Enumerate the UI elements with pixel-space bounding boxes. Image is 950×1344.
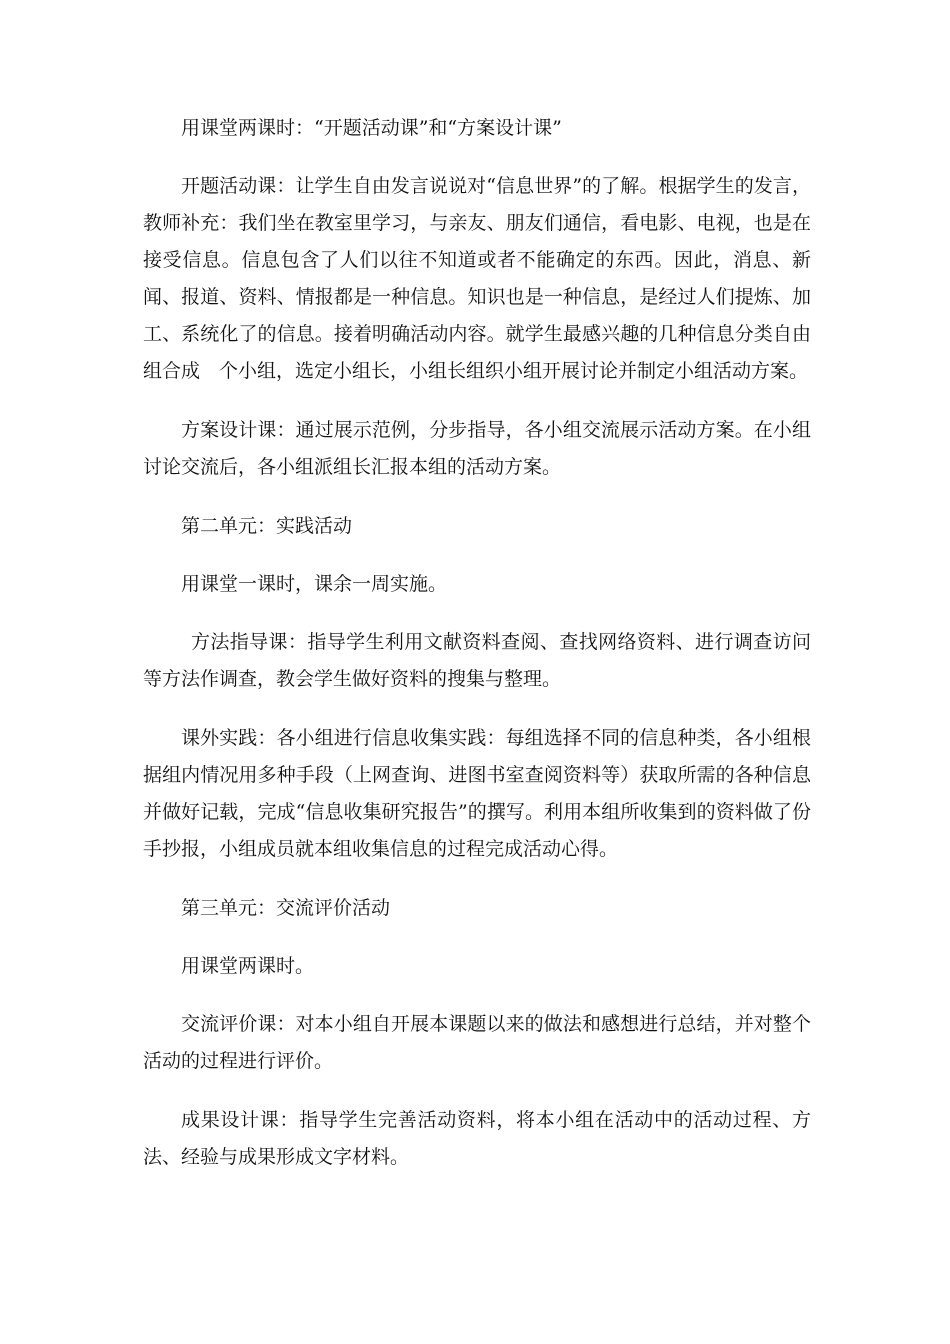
document-body [143,110,811,1198]
paragraph-results-design: 成果设计课：指导学生完善活动资料，将本小组在活动中的活动过程、方法、经验与成果形成文字材料。 [143,1109,811,1168]
paragraph-intro-hours: 用课堂两课时：“开题活动课”和“方案设计课” [181,117,562,139]
paragraph-method-guidance: 方法指导课：指导学生利用文献资料查阅、查找网络资料、进行调查访问等方法作调查，教会学生做好资料的搜集与整理。 [143,631,811,690]
section-heading-unit-2: 第二单元：实践活动 [181,515,353,537]
paragraph-unit-2-hours: 用课堂一课时，课余一周实施。 [181,573,448,595]
paragraph-outdoor-practice: 课外实践：各小组进行信息收集实践：每组选择不同的信息种类，各小组根据组内情况用多种手段（上网查询、进图书室查阅资料等）获取所需的各种信息并做好记载，完成“信息收集研究报告”的撰写。利用本组所收集到的资料做了份手抄报，小组成员就本组收集信息的过程完成活动心得。 [143,727,811,860]
section-heading-unit-3: 第三单元：交流评价活动 [181,897,391,919]
paragraph-opening-activity: 开题活动课：让学生自由发言说说对“信息世界”的了解。根据学生的发言，教师补充：我们坐在教室里学习，与亲友、朋友们通信，看电影、电视，也是在接受信息。信息包含了人们以往不知道或者不能确定的东西。因此，消息、新闻、报道、资料、情报都是一种信息。知识也是一种信息，是经过人们提炼、加工、系统化了的信息。接着明确活动内容。就学生最感兴趣的几种信息分类自由组合成 个小组，选定小组长，小组长组织小组开展讨论并制定小组活动方案。 [143,175,811,382]
paragraph-plan-design: 方案设计课：通过展示范例，分步指导，各小组交流展示活动方案。在小组讨论交流后，各小组派组长汇报本组的活动方案。 [143,419,811,478]
paragraph-unit-3-hours: 用课堂两课时。 [181,955,315,977]
paragraph-exchange-evaluation: 交流评价课：对本小组自开展本课题以来的做法和感想进行总结，并对整个活动的过程进行评价。 [143,1013,811,1072]
